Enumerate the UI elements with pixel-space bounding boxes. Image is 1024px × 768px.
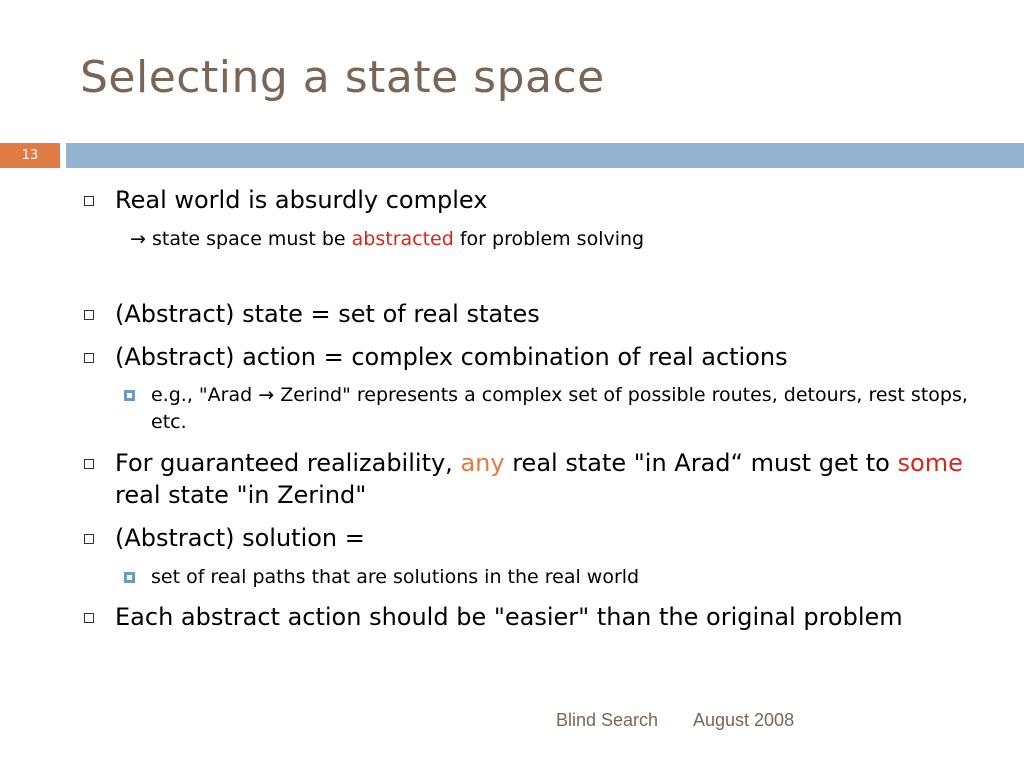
sub-item-arrow — [130, 226, 644, 253]
arrow-right-icon: → — [258, 384, 275, 406]
sub-text: Zerind" represents a complex set of possible routes, detours, rest stops, etc. — [151, 384, 968, 433]
bullet-item — [115, 184, 985, 216]
footer-topic: Blind Search — [556, 710, 659, 730]
header-accent-bar — [66, 143, 1024, 168]
slide-number: 13 — [0, 143, 60, 168]
bullet-box-icon — [84, 459, 94, 469]
highlight-any: any — [460, 449, 505, 477]
bullet-text: (Abstract) state = set of real states — [115, 300, 540, 328]
bullet-box-icon — [84, 534, 94, 544]
sub-text: state space must be — [151, 228, 346, 250]
highlight-some: some — [897, 449, 963, 477]
bullet-box-icon — [84, 310, 94, 320]
bullet-text: (Abstract) action = complex combination of real actions — [115, 343, 788, 371]
bullet-box-icon — [84, 353, 94, 363]
bullet-item — [115, 341, 985, 373]
bullet-text: real state "in Arad“ must get to — [512, 449, 890, 477]
sub-text: e.g., "Arad — [151, 384, 253, 406]
bullet-text: real state "in Zerind" — [115, 481, 367, 509]
arrow-right-icon: → — [130, 228, 146, 250]
bullet-item — [115, 601, 985, 633]
sub-bullet-square-icon — [124, 572, 135, 583]
header-bar — [0, 143, 1024, 168]
sub-text: set of real paths that are solutions in the real world — [151, 566, 640, 588]
footer-date: August 2008 — [693, 710, 795, 730]
slide-title: Selecting a state space — [80, 52, 605, 103]
bullet-text: Each abstract action should be "easier" than the original problem — [115, 603, 903, 631]
bullet-text: Real world is absurdly complex — [115, 186, 488, 214]
sub-item — [151, 564, 981, 591]
bullet-text: (Abstract) solution = — [115, 524, 365, 552]
sub-item — [151, 382, 981, 436]
bullet-box-icon — [84, 613, 94, 623]
highlight-abstracted: abstracted — [351, 228, 454, 250]
bullet-item — [115, 522, 985, 554]
bullet-item — [115, 298, 985, 330]
bullet-item — [115, 447, 985, 511]
sub-text: for problem solving — [459, 228, 645, 250]
bullet-text: For guaranteed realizability, — [115, 449, 453, 477]
bullet-box-icon — [84, 196, 94, 206]
sub-bullet-square-icon — [124, 390, 135, 401]
